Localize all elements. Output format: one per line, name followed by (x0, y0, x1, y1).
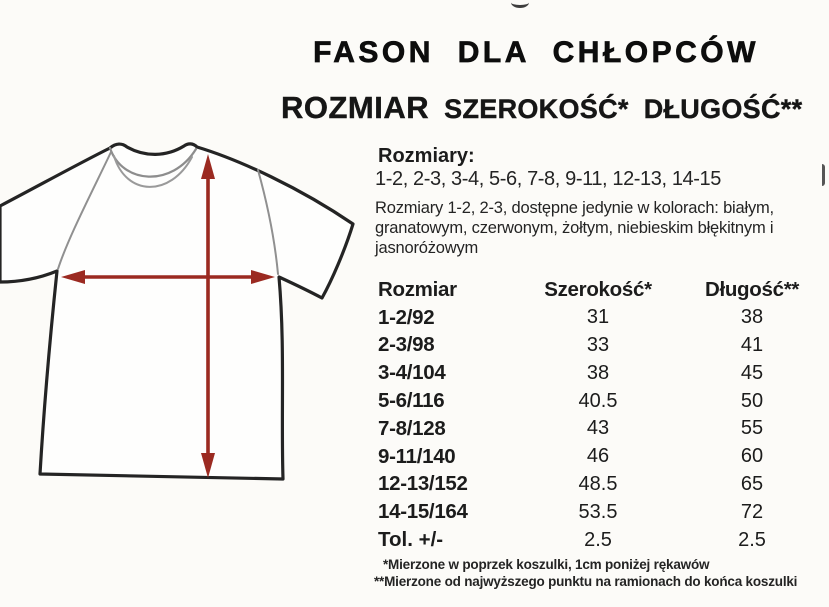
col-header-length: Długość** (704, 277, 800, 301)
table-row (378, 304, 828, 332)
table-row (378, 498, 828, 526)
sizes-availability-note (375, 199, 774, 258)
table-header-row (378, 276, 828, 304)
page-title: FASON DLA CHŁOPCÓW (313, 36, 759, 69)
length-cell: 41 (740, 333, 764, 356)
size-cell: 14-15/164 (378, 500, 468, 524)
col-header-width: Szerokość* (544, 277, 652, 301)
length-cell: 2.5 (738, 528, 766, 551)
size-cell: 2-3/98 (378, 333, 435, 357)
tshirt-measurement-diagram (0, 130, 380, 507)
cropped-glyph-artifact-top (511, 0, 529, 8)
length-cell: 65 (740, 472, 764, 495)
width-cell: 33 (586, 333, 610, 356)
cropped-glyph-artifact-right (817, 164, 825, 186)
length-cell: 55 (740, 417, 764, 440)
size-cell: 7-8/128 (378, 416, 446, 440)
table-row (378, 443, 828, 471)
table-row (378, 332, 828, 360)
sizes-heading: Rozmiary: (378, 145, 475, 167)
length-cell: 72 (740, 500, 764, 523)
length-cell: 60 (740, 445, 764, 468)
size-table (378, 276, 828, 554)
col-header-size: Rozmiar (378, 277, 457, 301)
width-cell: 53.5 (578, 500, 618, 523)
note-line: Rozmiary 1-2, 2-3, dostępne jedynie w kolorach: białym, (375, 199, 774, 217)
table-row (378, 471, 828, 499)
length-cell: 45 (740, 361, 764, 384)
size-cell: 1-2/92 (378, 305, 435, 329)
column-headings (281, 90, 802, 126)
size-cell: 3-4/104 (378, 361, 446, 385)
heading-szerokosc: SZEROKOŚĆ* (444, 94, 629, 124)
table-row (378, 359, 828, 387)
size-cell: 9-11/140 (378, 444, 456, 468)
width-cell: 31 (586, 306, 610, 329)
size-cell: 5-6/116 (378, 389, 445, 413)
width-cell: 2.5 (584, 528, 612, 551)
note-line: granatowym, czerwonym, żołtym, niebieskim błękitnym i (375, 218, 774, 237)
tshirt-outline-shape (0, 144, 353, 479)
length-cell: 38 (740, 306, 764, 329)
size-cell: Tol. +/- (378, 528, 444, 552)
heading-rozmiar: ROZMIAR (281, 90, 430, 125)
heading-dlugosc: DŁUGOŚĆ** (643, 94, 803, 124)
width-cell: 43 (586, 417, 610, 440)
width-cell: 46 (586, 445, 610, 468)
footnotes (374, 557, 797, 590)
width-cell: 40.5 (578, 389, 618, 412)
footnote-length: **Mierzone od najwyższego punktu na ramionach do końca koszulki (374, 573, 798, 589)
length-cell: 50 (740, 389, 764, 412)
table-row (378, 387, 828, 415)
width-cell: 38 (586, 361, 610, 384)
table-row (378, 415, 828, 443)
footnote-width: *Mierzone w poprzek koszulki, 1cm poniżej rękawów (383, 557, 710, 572)
table-row-tolerance (378, 526, 828, 554)
width-cell: 48.5 (578, 472, 618, 495)
note-line: jasnoróżowym (375, 238, 479, 257)
size-cell: 12-13/152 (378, 472, 468, 496)
sizes-list: 1-2, 2-3, 3-4, 5-6, 7-8, 9-11, 12-13, 14-15 (375, 168, 721, 190)
